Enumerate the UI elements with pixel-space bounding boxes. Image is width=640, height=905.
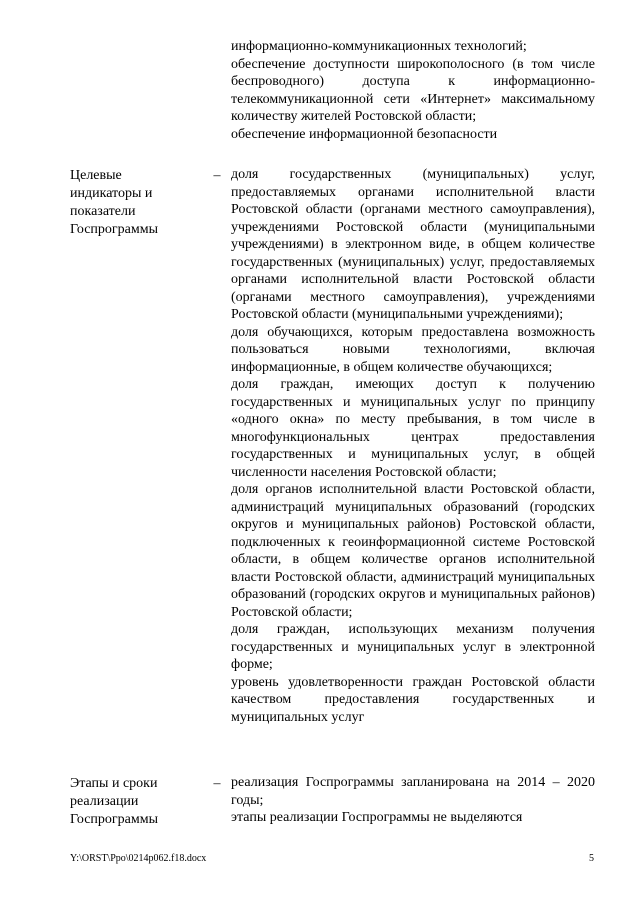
page-footer: [70, 853, 594, 865]
paragraph: реализация Госпрограммы запланирована на 2014 – 2020 годы;: [231, 775, 595, 808]
section-content: [231, 774, 595, 827]
paragraph: уровень удовлетворенности граждан Ростовской области качеством предоставления государственных и муниципальных услуг: [231, 674, 595, 725]
section-dash: –: [213, 776, 221, 791]
paragraph: обеспечение доступности широкополосного (в том числе беспроводного) доступа к информационно-телекоммуникационной сети «Интернет» максимальному количеству жителей Ростовской области;: [231, 56, 595, 124]
paragraph: этапы реализации Госпрограммы не выделяются: [231, 810, 523, 825]
paragraph: доля государственных (муниципальных) услуг, предоставляемых органами исполнительной власти Ростовской области (органами местного самоуправления), учреждениями Ростовской области (муниципальными учреждениями) в электронном виде, в общем количестве государственных (муниципальных) услуг, предоставляемых органами исполнительной власти Ростовской области (органами местного самоуправления), учреждениями Ростовской области (муниципальными учреждениями);: [231, 167, 595, 322]
section-label: Этапы и сроки реализации Госпрограммы: [70, 776, 158, 827]
paragraph: доля граждан, имеющих доступ к получению государственных и муниципальных услуг по принципу «одного окна» по месту пребывания, в том числе в многофункциональных центрах предоставления государственных и муниципальных услуг, в общей численности населения Ростовской области;: [231, 377, 595, 480]
paragraph: доля граждан, использующих механизм получения государственных и муниципальных услуг в электронной форме;: [231, 622, 595, 672]
section-dash: –: [213, 168, 221, 183]
top-block-content: [231, 38, 595, 143]
paragraph: обеспечение информационной безопасности: [231, 126, 498, 142]
section-content: [231, 166, 595, 726]
paragraph: доля органов исполнительной власти Ростовской области, администраций муниципальных образований (городских округов и муниципальных районов) Ростовской области, подключенных к геоинформационной системе Ростовской области, в общем количестве органов исполнительной власти Ростовской области, администраций муниципальных образований (городских округов и муниципальных районов) Ростовской области;: [231, 482, 595, 620]
file-path: Y:\ORST\Ppo\0214p062.f18.docx: [70, 853, 207, 864]
page-number: 5: [589, 853, 594, 864]
paragraph: информационно-коммуникационных технологий;: [231, 39, 527, 54]
paragraph: доля обучающихся, которым предоставлена возможность пользоваться новыми технологиями, включая информационные, в общем количестве обучающихся;: [231, 324, 595, 375]
section-label: Целевые индикаторы и показатели Госпрограммы: [70, 168, 158, 237]
